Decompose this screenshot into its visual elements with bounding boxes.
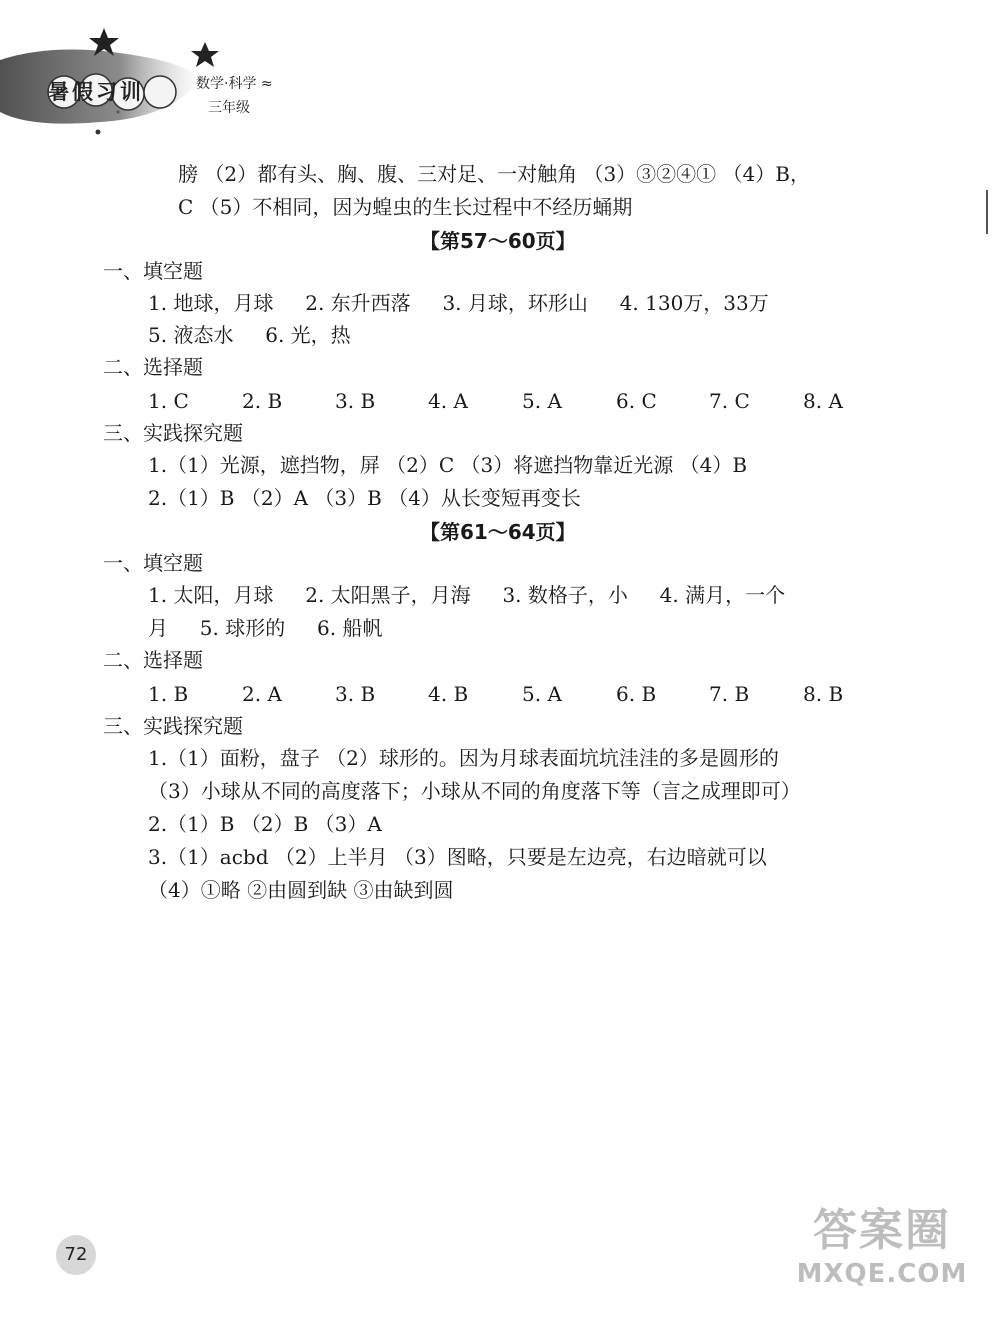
choice-answer: 6. B: [616, 682, 657, 706]
section-title-choice: 二、选择题: [103, 648, 203, 672]
grade-label: 三年级: [208, 100, 250, 116]
choice-answer: 5. A: [522, 389, 562, 413]
page-number: 72: [56, 1235, 96, 1275]
subject-text: 数学·科学: [196, 76, 257, 92]
continuation-line: C （5）不相同，因为蝗虫的生长过程中不经历蛹期: [178, 195, 633, 219]
answer-line: 2.（1）B （2）B （3）A: [148, 812, 382, 836]
choice-answer: 7. B: [709, 682, 750, 706]
choice-answer: 1. B: [148, 682, 189, 706]
answer-line: （3）小球从不同的高度落下；小球从不同的角度落下等（言之成理即可）: [148, 779, 801, 803]
answer-line: 2.（1）B （2）A （3）B （4）从长变短再变长: [148, 486, 581, 510]
choice-answer: 8. B: [803, 682, 844, 706]
answer-line: 1. 太阳，月球 2. 太阳黑子，月海 3. 数格子，小 4. 满月，一个: [148, 583, 786, 607]
answer-line: 3.（1）acbd （2）上半月 （3）图略，只要是左边亮，右边暗就可以: [148, 845, 767, 869]
subject-mark: ≈: [260, 76, 273, 92]
choice-answer: 8. A: [803, 389, 843, 413]
choice-answer: 2. B: [242, 389, 283, 413]
book-title: 暑假习训: [48, 80, 144, 104]
choice-answer: 1. C: [148, 389, 189, 413]
section-title-practice: 三、实践探究题: [103, 421, 243, 445]
choice-answer: 4. B: [428, 682, 469, 706]
answer-line: 1.（1）光源，遮挡物，屏 （2）C （3）将遮挡物靠近光源 （4）B: [148, 453, 748, 477]
header-decoration: [0, 0, 320, 140]
answer-line: （4）①略 ②由圆到缺 ③由缺到圆: [148, 878, 454, 902]
subject-label: [196, 73, 273, 93]
section-title-choice: 二、选择题: [103, 355, 203, 379]
section-title-fill: 一、填空题: [103, 259, 203, 283]
watermark-url: MXQE.COM: [796, 1259, 968, 1289]
section-title-practice: 三、实践探究题: [103, 714, 243, 738]
choice-answer: 3. B: [335, 682, 376, 706]
answer-line: 1. 地球，月球 2. 东升西落 3. 月球，环形山 4. 130万，33万: [148, 291, 769, 315]
choice-answer: 7. C: [709, 389, 750, 413]
continuation-line: 膀 （2）都有头、胸、腹、三对足、一对触角 （3）③②④① （4）B，: [178, 162, 810, 186]
choice-answer: 6. C: [616, 389, 657, 413]
choice-answer: 4. A: [428, 389, 468, 413]
section-title-fill: 一、填空题: [103, 551, 203, 575]
page-range-heading: 【第61～64页】: [420, 520, 576, 544]
answer-line: 月 5. 球形的 6. 船帆: [148, 616, 383, 640]
page-range-heading: 【第57～60页】: [420, 229, 576, 253]
watermark-logo-text: 答案圈: [813, 1205, 951, 1256]
edge-mark: [986, 190, 988, 234]
page-header: [0, 0, 320, 140]
choice-answer: 2. A: [242, 682, 282, 706]
answer-line: 5. 液态水 6. 光，热: [148, 323, 351, 347]
watermark: [782, 1204, 982, 1304]
answer-line: 1.（1）面粉，盘子 （2）球形的。因为月球表面坑坑洼洼的多是圆形的: [148, 746, 779, 770]
choice-answer: 3. B: [335, 389, 376, 413]
choice-answer: 5. A: [522, 682, 562, 706]
